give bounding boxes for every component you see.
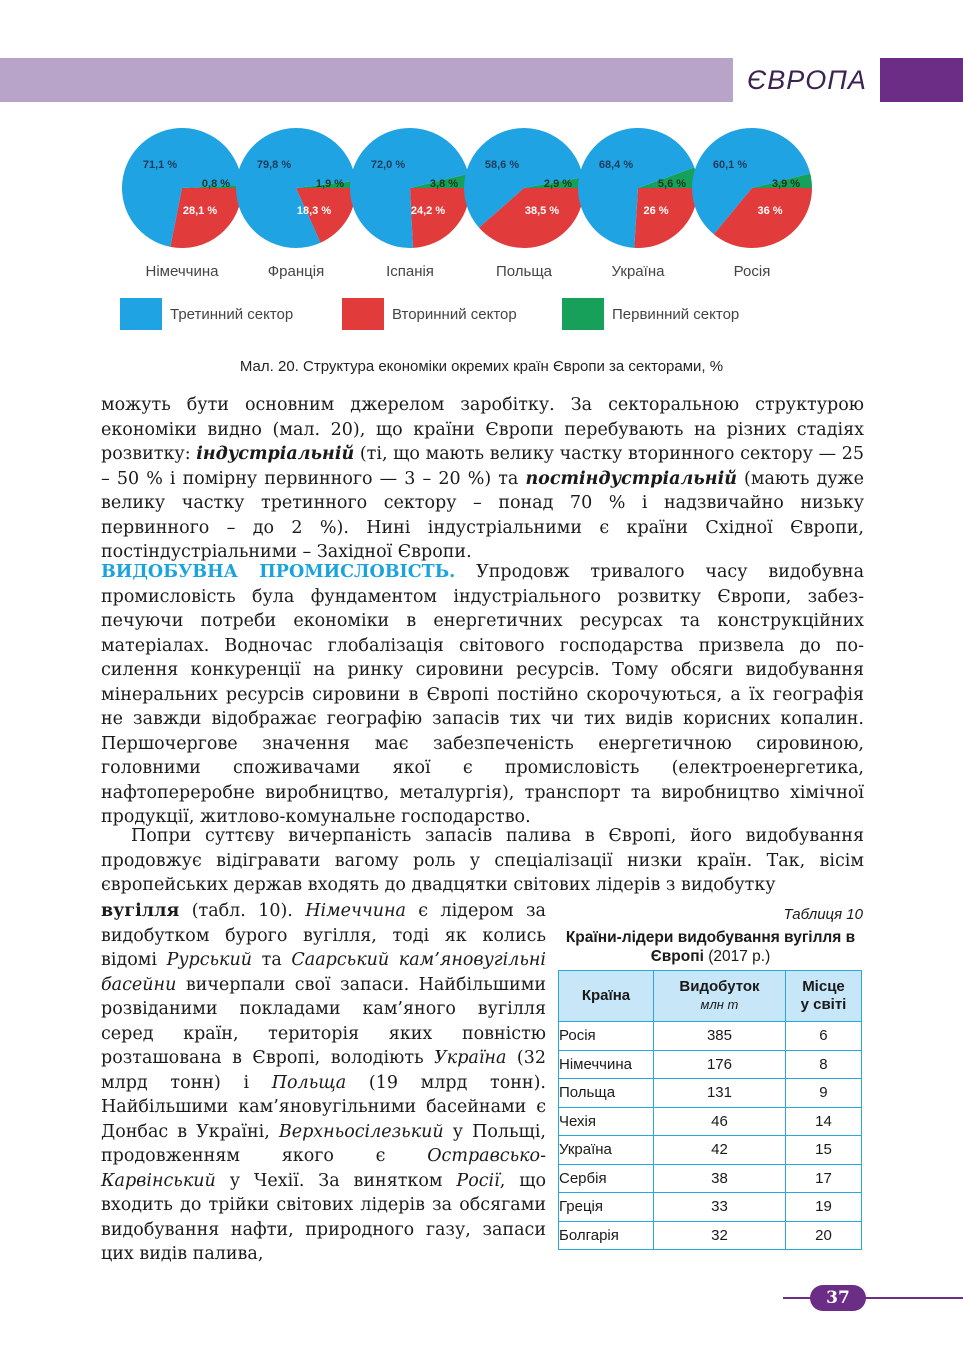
pie-value-label: 26 %	[643, 205, 669, 217]
header-country: Країна	[559, 971, 654, 1022]
cell-rank: 20	[785, 1221, 861, 1250]
pie-6	[692, 128, 812, 280]
pie-value-label: 3,8 %	[429, 178, 459, 190]
cell-country: Болгарія	[559, 1221, 654, 1250]
pie-slice	[410, 188, 470, 248]
cell-output: 176	[654, 1050, 786, 1079]
table-row	[559, 1221, 862, 1250]
pie-country-label: Польща	[495, 263, 553, 280]
legend-item	[120, 298, 293, 330]
pie-value-label: 36 %	[757, 205, 783, 217]
pie-5	[578, 128, 698, 280]
cell-country: Греція	[559, 1193, 654, 1222]
section-heading: ВИДОБУВНА ПРОМИСЛОВІСТЬ.	[101, 562, 456, 582]
legend-swatch	[562, 298, 604, 330]
cell-rank: 8	[785, 1050, 861, 1079]
pie-value-label: 68,4 %	[598, 159, 634, 171]
table-label: Таблиця 10	[783, 906, 863, 923]
pie-value-label: 1,9 %	[315, 178, 345, 190]
cell-rank: 17	[785, 1164, 861, 1193]
pie-3	[350, 128, 470, 280]
figure-caption: Мал. 20. Структура економіки окремих країн Європи за секторами, %	[239, 358, 724, 375]
pie-value-label: 58,6 %	[484, 159, 520, 171]
cell-output: 32	[654, 1221, 786, 1250]
cell-rank: 14	[785, 1107, 861, 1136]
pie-value-label: 2,9 %	[543, 178, 573, 190]
table-row	[559, 1107, 862, 1136]
pie-value-label: 38,5 %	[524, 205, 560, 217]
pie-country-label: Німеччина	[145, 263, 219, 280]
legend-label: Первинний сектор	[612, 306, 740, 323]
pie-value-label: 24,2 %	[410, 205, 446, 217]
pie-country-label: Росія	[733, 263, 771, 280]
table-row	[559, 1079, 862, 1108]
pie-value-label: 0,8 %	[201, 178, 231, 190]
paragraph-sectors: можуть бути основним джерелом заробітку. За секторальною структурою економіки видно (мал. 20), що країни Європи перебувають на різних стадіях розвитку: індустріальній (ті, що мають велику частку вторинного сектору — 25 – 50 % і помірну первинного — 3 – 20 %) та постіндустріальній (мають дуже велику частку третинного сектору – понад 70 % і надзвичайно низьку первинного – до 2 %). Нині індустріальними є країни Східної Європи, постіндустріальними – Західної Європи.	[101, 395, 864, 562]
legend-item	[562, 298, 739, 330]
cell-output: 46	[654, 1107, 786, 1136]
pie-country-label: Україна	[611, 263, 665, 280]
cell-rank: 6	[785, 1022, 861, 1051]
pie-country-label: Франція	[267, 263, 325, 280]
header-rank: Місце у світі	[785, 971, 861, 1022]
pie-value-label: 60,1 %	[712, 159, 748, 171]
cell-output: 42	[654, 1136, 786, 1165]
table-title: Країни-лідери видобування вугілля в Європі (2017 р.)	[565, 929, 856, 965]
pie-slice	[634, 188, 698, 248]
table-row	[559, 1022, 862, 1051]
pie-value-label: 3,9 %	[771, 178, 801, 190]
pie-value-label: 72,0 %	[370, 159, 406, 171]
paragraph-mining: ВИДОБУВНА ПРОМИСЛОВІСТЬ. Упродовж тривалого часу видобувна промисловість була фундаментом індустріального розвитку Європи, забезпечуючи потреби економіки в енергетичних ресурсах та конструкційних матеріалах. Водночас глобалізація світового господарства призвела до посилення конкуренції на ринку сировини ресурсів. Тому обсяги видобування мінеральних ресурсів сировини в Європі постійно скорочуються, а їх географія не завжди відображає географію запасів тих чи тих видів корисних копалин. Першочергове значення має забезпеченість енергетичною сировиною, головними споживачами якої є промисловість (електроенергетика, нафтопереробне виробництво, металургія), транспорт та виробництво хімічної продукції, житлово-комунальне господарство.	[101, 562, 864, 827]
table-row	[559, 1164, 862, 1193]
legend-swatch	[120, 298, 162, 330]
pie-value-label: 71,1 %	[142, 159, 178, 171]
pie-1	[122, 128, 242, 280]
cell-output: 131	[654, 1079, 786, 1108]
pie-2	[236, 128, 356, 280]
legend-label: Третинний сектор	[170, 306, 294, 323]
cell-output: 385	[654, 1022, 786, 1051]
legend-swatch	[342, 298, 384, 330]
sector-pie-charts	[110, 118, 830, 343]
table-row	[559, 1136, 862, 1165]
cell-output: 33	[654, 1193, 786, 1222]
legend-label: Вторинний сектор	[392, 306, 517, 323]
table-header-row	[559, 971, 862, 1022]
pie-value-label: 28,1 %	[182, 205, 218, 217]
pie-value-label: 18,3 %	[296, 205, 332, 217]
cell-country: Сербія	[559, 1164, 654, 1193]
cell-country: Росія	[559, 1022, 654, 1051]
cell-country: Чехія	[559, 1107, 654, 1136]
coal-leaders-table	[558, 970, 862, 1250]
cell-rank: 19	[785, 1193, 861, 1222]
page-number: 37	[810, 1285, 866, 1311]
cell-rank: 9	[785, 1079, 861, 1108]
header-accent-block	[880, 58, 963, 102]
pie-4	[464, 128, 584, 280]
pie-value-label: 79,8 %	[256, 159, 292, 171]
header-output: Видобуток млн т	[654, 971, 786, 1022]
section-title: ЄВРОПА	[747, 65, 867, 95]
cell-country: Польща	[559, 1079, 654, 1108]
legend-item	[342, 298, 517, 330]
paragraph-fuel: Попри суттєву вичерпаність запасів палива в Європі, його видобування продовжує відігравати вагому роль у спеціалізації низки країн. Так, вісім європейських держав входять до двадцятки світових лідерів з видобутку	[101, 826, 864, 895]
cell-country: Німеччина	[559, 1050, 654, 1079]
header-band	[0, 58, 733, 102]
cell-output: 38	[654, 1164, 786, 1193]
cell-rank: 15	[785, 1136, 861, 1165]
paragraph-coal: вугілля (табл. 10). Німеччина є лідером за видобутком бурого вугілля, тоді як колись відомі Рурський та Саарський кам’яновугільні басейни вичерпали свої запаси. Найбільшими розвіданими покладами кам’яного вугілля серед країн, територія яких повністю розташована в Європі, володіють Україна (32 млрд тонн) і Польща (19 млрд тонн). Найбільшими кам’яновугільними басейнами є Донбас в Україні, Верхньосілезький у Польщі, продовженням якого є Остравсько-Карвінський у Чехії. За винятком Росії, що входить до трійки світових лідерів за обсягами видобування нафти, природного газу, запаси цих видів палива,	[101, 901, 546, 1264]
cell-country: Україна	[559, 1136, 654, 1165]
table-row	[559, 1050, 862, 1079]
pie-country-label: Іспанія	[386, 263, 434, 280]
table-row	[559, 1193, 862, 1222]
pie-slice	[170, 188, 242, 248]
pie-value-label: 5,6 %	[657, 178, 687, 190]
